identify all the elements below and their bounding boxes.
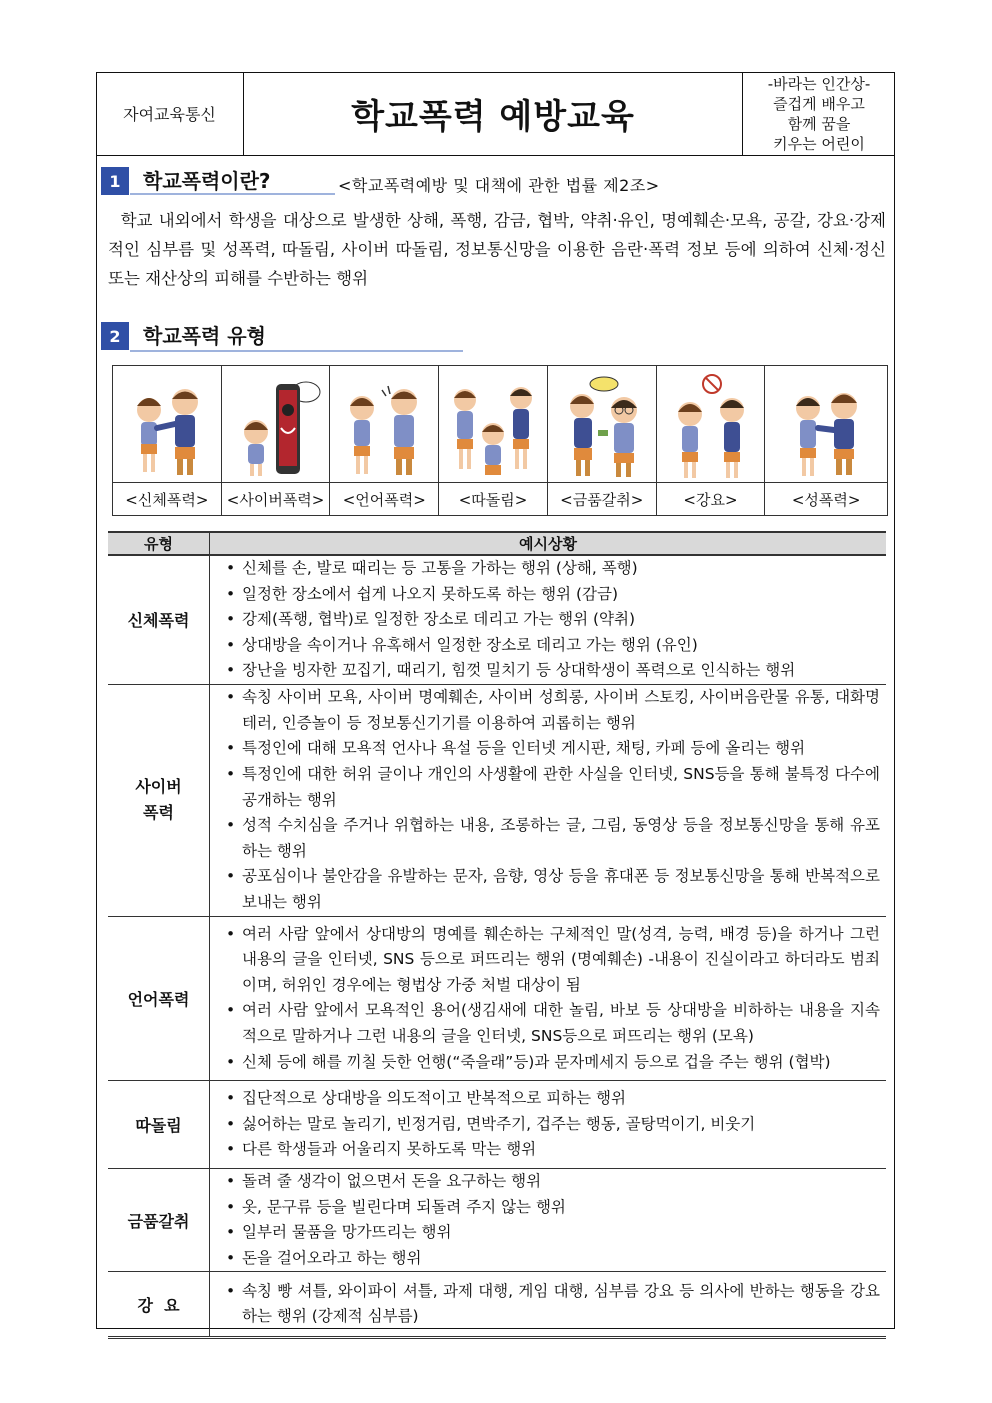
example-item: • 돌려 줄 생각이 없으면서 돈을 요구하는 행위	[222, 1169, 880, 1195]
illustration-caption: <언어폭력>	[330, 482, 438, 515]
example-item: • 돈을 걸어오라고 하는 행위	[222, 1246, 880, 1272]
verbal-violence-illustration	[330, 366, 438, 482]
example-item: • 성적 수치심을 주거나 위협하는 내용, 조롱하는 글, 그림, 동영상 등을 정보통신망을 통해 유포하는 행위	[222, 813, 880, 864]
cyber-violence-illustration	[222, 366, 330, 482]
motto-line: 키우는 어린이	[773, 134, 865, 153]
example-item: • 상대방을 속이거나 유혹해서 일정한 장소로 데리고 가는 행위 (유인)	[222, 633, 880, 659]
illustration-caption: <금품갈취>	[548, 482, 656, 515]
newsletter-name: 자여교육통신	[96, 72, 244, 155]
illustration-caption: <따돌림>	[439, 482, 547, 515]
example-item: • 특정인에 대해 모욕적 언사나 욕설 등을 인터넷 게시판, 채팅, 카페 등에 올리는 행위	[222, 736, 880, 762]
example-item: • 속칭 빵 셔틀, 와이파이 셔틀, 과제 대행, 게임 대행, 심부름 강요 등 의사에 반하는 행동을 강요하는 행위 (강제적 심부름)	[222, 1279, 880, 1330]
school-motto	[743, 72, 895, 155]
table-row	[108, 916, 886, 1080]
example-item: • 집단적으로 상대방을 의도적이고 반복적으로 피하는 행위	[222, 1086, 880, 1112]
example-item: • 신체 등에 해를 끼칠 듯한 언행(“죽을래”등)과 문자메세지 등으로 겁을 주는 행위 (협박)	[222, 1050, 880, 1076]
table-row	[108, 684, 886, 916]
physical-violence-illustration	[113, 366, 221, 482]
illustration-card	[222, 366, 331, 515]
violence-type-cell: 강 요	[108, 1272, 210, 1338]
examples-cell	[210, 916, 887, 1080]
example-item: • 다른 학생들과 어울리지 못하도록 막는 행위	[222, 1137, 880, 1163]
section-number-badge: 2	[101, 322, 129, 350]
definition-paragraph	[108, 206, 886, 293]
examples-cell	[210, 1272, 887, 1338]
section-underline	[130, 350, 463, 352]
examples-cell	[210, 1168, 887, 1271]
newsletter-header	[96, 72, 895, 156]
violence-type-label: 사이버 폭력	[135, 777, 182, 823]
violence-type-cell: 신체폭력	[108, 555, 210, 684]
motto-line: -바라는 인간상-	[767, 74, 871, 93]
example-item: • 강제(폭행, 협박)로 일정한 장소로 데리고 가는 행위 (약취)	[222, 607, 880, 633]
section-title: 학교폭력 유형	[143, 324, 266, 348]
illustration-card	[657, 366, 766, 515]
illustration-card	[765, 366, 887, 515]
column-header-type: 유형	[108, 532, 210, 555]
illustration-caption: <성폭력>	[765, 482, 887, 515]
page-title: 학교폭력 예방교육	[244, 72, 743, 155]
example-item: • 여러 사람 앞에서 모욕적인 용어(생김새에 대한 놀림, 바보 등 상대방을 비하하는 내용을 지속적으로 말하거나 그런 내용의 글을 인터넷, SNS등으로 퍼뜨리는 행위 (모욕)	[222, 998, 880, 1049]
examples-cell	[210, 684, 887, 916]
examples-cell	[210, 555, 887, 684]
section-number-badge: 1	[101, 167, 129, 195]
example-item: • 특정인에 대한 허위 글이나 개인의 사생활에 관한 사실을 인터넷, SNS등을 통해 불특정 다수에 공개하는 행위	[222, 762, 880, 813]
table-row	[108, 555, 886, 684]
table-row	[108, 1168, 886, 1271]
illustration-caption: <신체폭력>	[113, 482, 221, 515]
ostracism-illustration	[439, 366, 547, 482]
example-item: • 여러 사람 앞에서 상대방의 명예를 훼손하는 구체적인 말(성격, 능력, 배경 등)을 하거나 그런 내용의 글을 인터넷, SNS 등으로 퍼뜨리는 행위 (명예훼손) -내용이 진실이라고 하더라도 범죄이며, 허위인 경우에는 형법상 가중 처벌 대상이 됨	[222, 922, 880, 999]
illustration-card	[113, 366, 222, 515]
violence-type-cell: 언어폭력	[108, 916, 210, 1080]
law-reference: <학교폭력예방 및 대책에 관한 법률 제2조>	[338, 176, 660, 195]
violence-type-cell: 따돌림	[108, 1080, 210, 1168]
violence-type-cell	[108, 684, 210, 916]
example-item: • 옷, 문구류 등을 빌린다며 되돌려 주지 않는 행위	[222, 1195, 880, 1221]
example-item: • 일정한 장소에서 쉽게 나오지 못하도록 하는 행위 (감금)	[222, 582, 880, 608]
table-header-row	[108, 532, 886, 555]
example-item: • 속칭 사이버 모욕, 사이버 명예훼손, 사이버 성희롱, 사이버 스토킹, 사이버음란물 유통, 대화명 테러, 인증놀이 등 정보통신기기를 이용하여 괴롭히는 행위	[222, 685, 880, 736]
section-underline	[130, 193, 335, 195]
motto-line: 함께 꿈을	[787, 114, 851, 133]
violence-type-cell: 금품갈취	[108, 1168, 210, 1271]
example-item: • 장난을 빙자한 꼬집기, 때리기, 힘껏 밀치기 등 상대학생이 폭력으로 인식하는 행위	[222, 658, 880, 684]
violence-type-illustrations	[112, 365, 888, 516]
examples-cell	[210, 1080, 887, 1168]
column-header-examples: 예시상황	[210, 532, 887, 555]
illustration-card	[548, 366, 657, 515]
section-2-heading	[101, 320, 266, 352]
motto-line: 즐겁게 배우고	[773, 94, 865, 113]
example-item: • 공포심이나 불안감을 유발하는 문자, 음향, 영상 등을 휴대폰 등 정보통신망을 통해 반복적으로 보내는 행위	[222, 864, 880, 915]
illustration-card	[330, 366, 439, 515]
coercion-illustration	[657, 366, 765, 482]
table-row	[108, 1080, 886, 1168]
example-item: • 신체를 손, 발로 때리는 등 고통을 가하는 행위 (상해, 폭행)	[222, 556, 880, 582]
table-row	[108, 1272, 886, 1338]
definition-text: 학교 내외에서 학생을 대상으로 발생한 상해, 폭행, 감금, 협박, 약취·유인, 명예훼손·모욕, 공갈, 강요·강제적인 심부름 및 성폭력, 따돌림, 사이버 따돌림, 정보통신망을 이용한 음란·폭력 정보 등에 의하여 신체·정신 또는 재산상의 피해를 수반하는 행위	[108, 211, 886, 288]
section-title: 학교폭력이란?	[143, 169, 271, 193]
illustration-caption: <사이버폭력>	[222, 482, 330, 515]
illustration-card	[439, 366, 548, 515]
example-item: • 일부러 물품을 망가뜨리는 행위	[222, 1220, 880, 1246]
extortion-illustration	[548, 366, 656, 482]
illustration-caption: <강요>	[657, 482, 765, 515]
sexual-violence-illustration	[765, 366, 887, 482]
example-item: • 싫어하는 말로 놀리기, 빈정거림, 면박주기, 겁주는 행동, 골탕먹이기, 비웃기	[222, 1112, 880, 1138]
violence-types-table	[108, 531, 886, 1339]
